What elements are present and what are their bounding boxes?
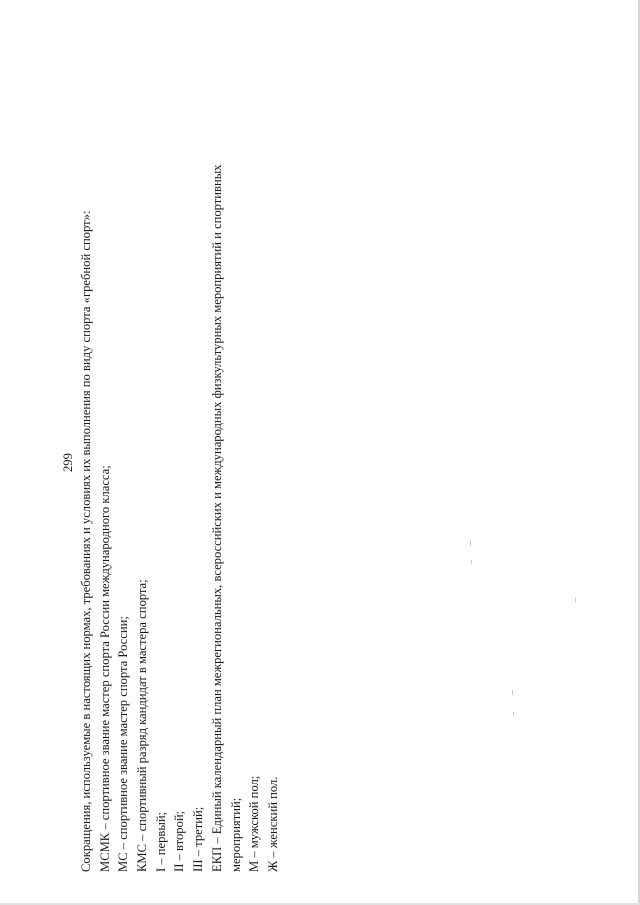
list-item-continuation: мероприятий; <box>228 797 243 872</box>
list-item: МСМК – спортивное звание мастер спорта России международного класса; <box>97 465 112 872</box>
scan-speck <box>513 712 514 716</box>
abbreviation-list <box>77 165 283 872</box>
scan-speck <box>470 540 471 546</box>
list-item: I – первый; <box>153 811 168 872</box>
list-item: КМС – спортивный разряд кандидат в мастера спорта; <box>135 579 150 872</box>
page-number: 299 <box>61 453 75 472</box>
list-item: МС – спортивное звание мастер спорта России; <box>116 616 131 872</box>
list-item: Ж – женский пол. <box>265 776 280 872</box>
list-item: ЕКП – Единый календарный план межрегиональных, всероссийских и международных физкультурных мероприятий и спортивных <box>209 164 224 872</box>
scan-speck <box>471 560 472 564</box>
list-item: II – второй; <box>172 810 187 872</box>
list-item: III – третий; <box>191 806 206 872</box>
scan-speck <box>575 598 576 602</box>
scan-speck <box>512 690 513 695</box>
intro-line: Сокращения, используемые в настоящих нормах, требованиях и условиях их выполнения по виду спорта «гребной спорт»: <box>79 210 93 872</box>
list-item: М – мужской пол; <box>247 775 262 872</box>
rotated-text-block <box>60 92 300 872</box>
